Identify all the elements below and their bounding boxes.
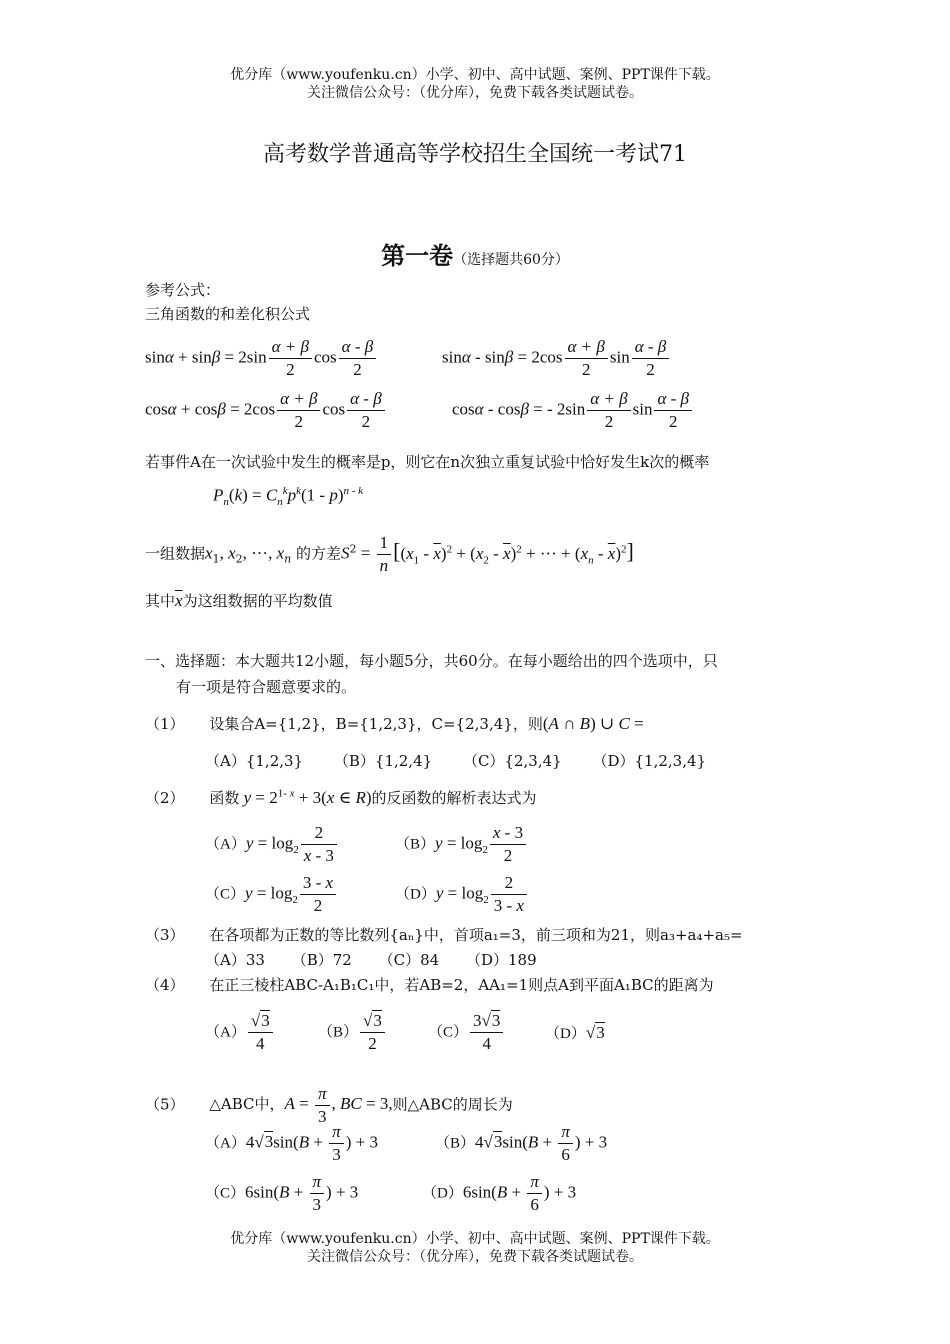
q4-label-c: （C） — [428, 1024, 469, 1041]
variance-prefix: 一组数据 — [145, 544, 206, 563]
q1-text: 设集合A={1,2}，B={1,2,3}，C={2,3,4}，则 — [209, 715, 543, 733]
q3-text: 在各项都为正数的等比数列{aₙ}中，首项a₁=3，前三项和为21，则a₃+a₄+a₅= — [209, 926, 743, 944]
q5-number: （5） — [145, 1095, 185, 1114]
header-line-1: 优分库（www.youfenku.cn）小学、初中、高中试题、案例、PPT课件下载。 — [230, 67, 720, 83]
q2-label-c: （C） — [205, 886, 246, 903]
reference-label: 参考公式： — [145, 281, 221, 299]
q2-option-b[interactable]: $(B)y = \log_2$ $\frac{x - 3}{2}$ — [395, 822, 528, 867]
q4-label-b: （B） — [318, 1024, 359, 1041]
q5-option-d[interactable]: （D）6sin(B + $\frac{\pi}{6}$ ) + 3 — [422, 1172, 577, 1214]
q5-option-b[interactable]: （B）4√3sin(B + $\frac{\pi}{6}$ ) + 3 — [435, 1122, 608, 1164]
trig-formula-4: cosα - cosβ = - 2sin $\frac{\alpha + \beta}{2}$ sin $\frac{\alpha - \beta}{2}$ — [452, 388, 694, 433]
q3-number: （3） — [145, 926, 185, 944]
q4-label-d: （D） — [545, 1026, 586, 1042]
q5-pre: △ABC中， — [209, 1095, 285, 1114]
q4-text: 在正三棱柱ABC-A₁B₁C₁中，若AB=2，AA₁=1则点A到平面A₁BC的距离为 — [209, 976, 714, 994]
question-2: （2） 函数 $y = 2^{1- x} + 3(x$ ∈ R)的反函数的解析表达式为 — [145, 787, 537, 807]
trig-formula-2: sinα - sinβ = 2cos $\frac{\alpha + \beta}{2}$ sin $\frac{\alpha - \beta}{2}$ — [442, 336, 671, 381]
q2-option-a[interactable]: $(A)y = \log_2$ $\frac{2}{x - 3}$ — [205, 822, 339, 867]
q1-option-d[interactable]: （D）{1,2,3,4} — [592, 752, 707, 770]
q1-option-a[interactable]: （A）{1,2,3} — [205, 752, 304, 770]
q3-options — [205, 949, 537, 970]
question-1: （1） 设集合A={1,2}，B={1,2,3}，C={2,3,4}，则(A ∩ B) ∪ C = — [145, 714, 644, 733]
q4-number: （4） — [145, 976, 185, 994]
q5-post: 则△ABC的周长为 — [392, 1095, 513, 1114]
trig-formula-3: cosα + cosβ = 2cos $\frac{\alpha + \beta}{2}$ cos $\frac{\alpha - \beta}{2}$ — [145, 388, 387, 433]
section-heading: 一、选择题：本大题共12小题，每小题5分，共60分。在每小题给出的四个选项中，只 — [145, 652, 718, 670]
probability-text: 若事件A在一次试验中发生的概率是p，则它在n次独立重复试验中恰好发生k次的概率 — [145, 453, 710, 471]
footer-line-2: 关注微信公众号：（优分库），免费下载各类试题试卷。 — [307, 1249, 643, 1265]
q2-label-a: （A） — [205, 836, 246, 853]
q5-label-b: （B） — [435, 1135, 476, 1152]
question-3 — [145, 924, 743, 945]
q5-label-a: （A） — [205, 1135, 246, 1152]
question-4 — [145, 974, 714, 995]
trig-formula-1: sinα + sinβ = 2sin $\frac{\alpha + \beta}{2}$ cos $\frac{\alpha - \beta}{2}$ — [145, 336, 378, 381]
volume-note: （选择题共60分） — [453, 252, 569, 268]
mean-note-post: 为这组数据的平均数值 — [182, 592, 333, 610]
q1-option-c[interactable]: （C）{2,3,4} — [462, 752, 562, 770]
variance-formula: 一组数据$x_1$, $x_2$, ···, $x_n$ 的方差$S^2$ = $\frac{1}{n}$ [$(x_1 - \overline{x})^2 + (x_2 - \overline{x})^2$ + ··· + $(x_n - \overline{x})^2$] — [145, 533, 634, 575]
q4-option-b[interactable]: （B） $\frac{√3}{2}$ — [318, 1010, 387, 1055]
q5-option-c[interactable]: （C）6sin(B + $\frac{\pi}{3}$ ) + 3 — [205, 1172, 359, 1214]
q2-label-b: （B） — [395, 836, 436, 853]
q3-option-c[interactable]: （C）84 — [378, 951, 440, 969]
volume-heading — [0, 236, 950, 271]
trig-label: 三角函数的和差化积公式 — [145, 305, 311, 323]
header-line-2: 关注微信公众号：（优分库），免费下载各类试题试卷。 — [307, 85, 643, 101]
q2-number: （2） — [145, 789, 185, 807]
section-heading-cont: 有一项是符合题意要求的。 — [176, 678, 357, 696]
q3-option-d[interactable]: （D）189 — [465, 951, 537, 969]
variance-mid: 的方差 — [296, 544, 342, 563]
binomial-formula: $P_n(k) = C_n^kp^k(1 - p)^{n - k}$ — [213, 485, 364, 509]
q4-option-c[interactable]: （C） $\frac{3√3}{4}$ — [428, 1010, 505, 1055]
volume-name: 第一卷 — [381, 241, 454, 270]
page-title: 高考数学普通高等学校招生全国统一考试71 — [263, 142, 687, 167]
question-5: （5） △ABC中，A = $\frac{\pi}{3}$ , BC = 3,则△ABC的周长为 — [145, 1084, 513, 1126]
q4-option-d[interactable]: （D）√3 — [545, 1023, 605, 1042]
q3-option-a[interactable]: （A）33 — [205, 951, 265, 969]
q5-label-d: （D） — [422, 1185, 463, 1202]
q4-label-a: （A） — [205, 1024, 246, 1041]
q1-number: （1） — [145, 715, 185, 733]
footer-line-1: 优分库（www.youfenku.cn）小学、初中、高中试题、案例、PPT课件下载。 — [230, 1231, 720, 1247]
q2-post: 的反函数的解析表达式为 — [371, 789, 537, 807]
q5-option-a[interactable]: （A）4√3sin(B + $\frac{\pi}{3}$ ) + 3 — [205, 1122, 378, 1164]
q1-options — [205, 750, 706, 771]
mean-note-pre: 其中 — [145, 592, 176, 610]
q1-option-b[interactable]: （B）{1,2,4} — [333, 752, 433, 770]
q5-label-c: （C） — [205, 1185, 246, 1202]
q3-option-b[interactable]: （B）72 — [291, 951, 352, 969]
q2-label-d: （D） — [395, 886, 436, 903]
q2-pre: 函数 — [209, 789, 240, 807]
q4-option-a[interactable]: （A） $\frac{√3}{4}$ — [205, 1010, 275, 1055]
q2-option-d[interactable]: $(D)y = \log_2$ $\frac{2}{3 - x}$ — [395, 872, 529, 917]
q2-option-c[interactable]: $(C)y = \log_2$ $\frac{3 - x}{2}$ — [205, 872, 338, 917]
mean-note: 其中$\overline{x}$为这组数据的平均数值 — [145, 591, 333, 610]
